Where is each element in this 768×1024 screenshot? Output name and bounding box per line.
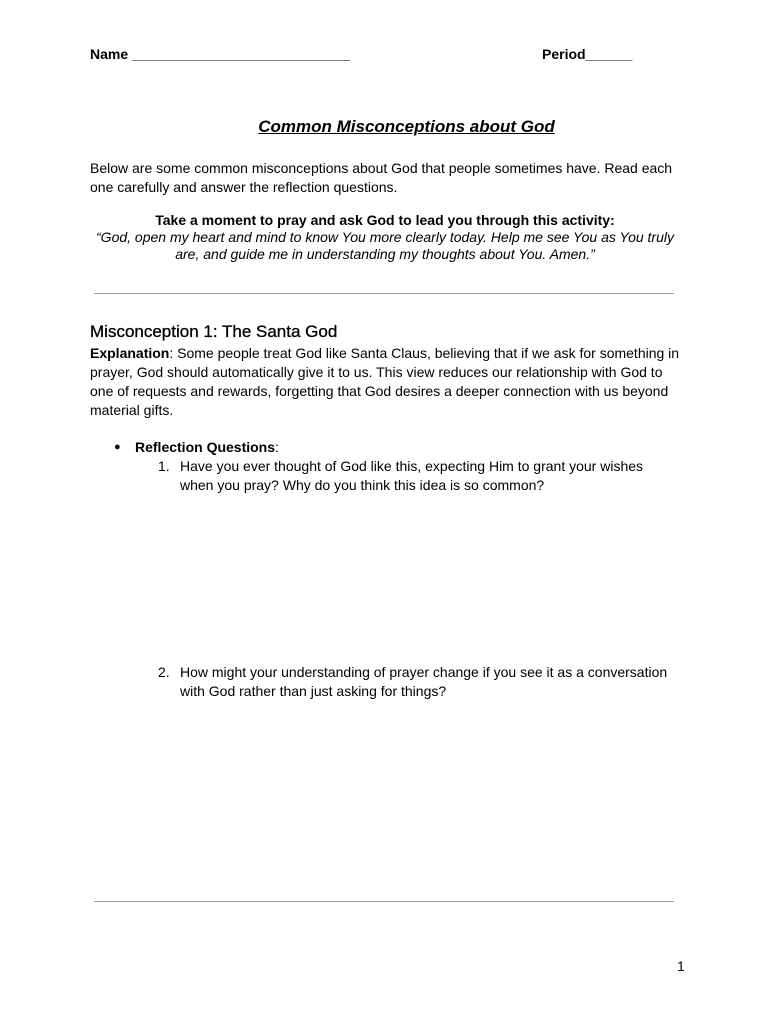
intro-paragraph: Below are some common misconceptions about God that people sometimes have. Read each one carefully and answer the reflection questions. xyxy=(90,160,673,195)
header-row xyxy=(90,46,680,66)
question-number: 2. xyxy=(158,664,170,680)
bullet-icon: ● xyxy=(114,441,121,453)
question-text: How might your understanding of prayer change if you see it as a conversation with God rather than just asking for things? xyxy=(180,664,668,699)
prayer-text: “God, open my heart and mind to know You more clearly today. Help me see You as You truly are, and guide me in understanding my thoughts about You. Amen.” xyxy=(96,229,674,262)
prayer-block xyxy=(90,212,680,263)
reflection-suffix: : xyxy=(275,439,279,455)
reflection-questions-item xyxy=(114,438,279,457)
question-2 xyxy=(158,663,678,701)
explanation-paragraph xyxy=(90,344,680,420)
page-title: Common Misconceptions about God xyxy=(258,117,555,136)
question-text: Have you ever thought of God like this, expecting Him to grant your wishes when you pray? Why do you think this idea is so common? xyxy=(180,458,644,493)
explanation-label: Explanation xyxy=(90,345,170,361)
question-1 xyxy=(158,457,678,495)
question-number: 1. xyxy=(158,458,170,474)
divider-bottom xyxy=(94,901,674,902)
divider-top xyxy=(94,293,674,294)
page-number: 1 xyxy=(677,958,685,974)
name-field[interactable]: Name ____________________________ xyxy=(90,46,351,62)
prayer-heading: Take a moment to pray and ask God to lead you through this activity: xyxy=(155,212,615,228)
misconception-heading: Misconception 1: The Santa God xyxy=(90,322,338,341)
period-field[interactable]: Period______ xyxy=(542,46,633,62)
explanation-text: : Some people treat God like Santa Claus, believing that if we ask for something in prayer, God should automatically give it to us. This view reduces our relationship with God to one of requests and rewards, forgetting that God desires a deeper connection with us beyond material gifts. xyxy=(90,345,680,418)
reflection-label: Reflection Questions xyxy=(135,439,276,455)
